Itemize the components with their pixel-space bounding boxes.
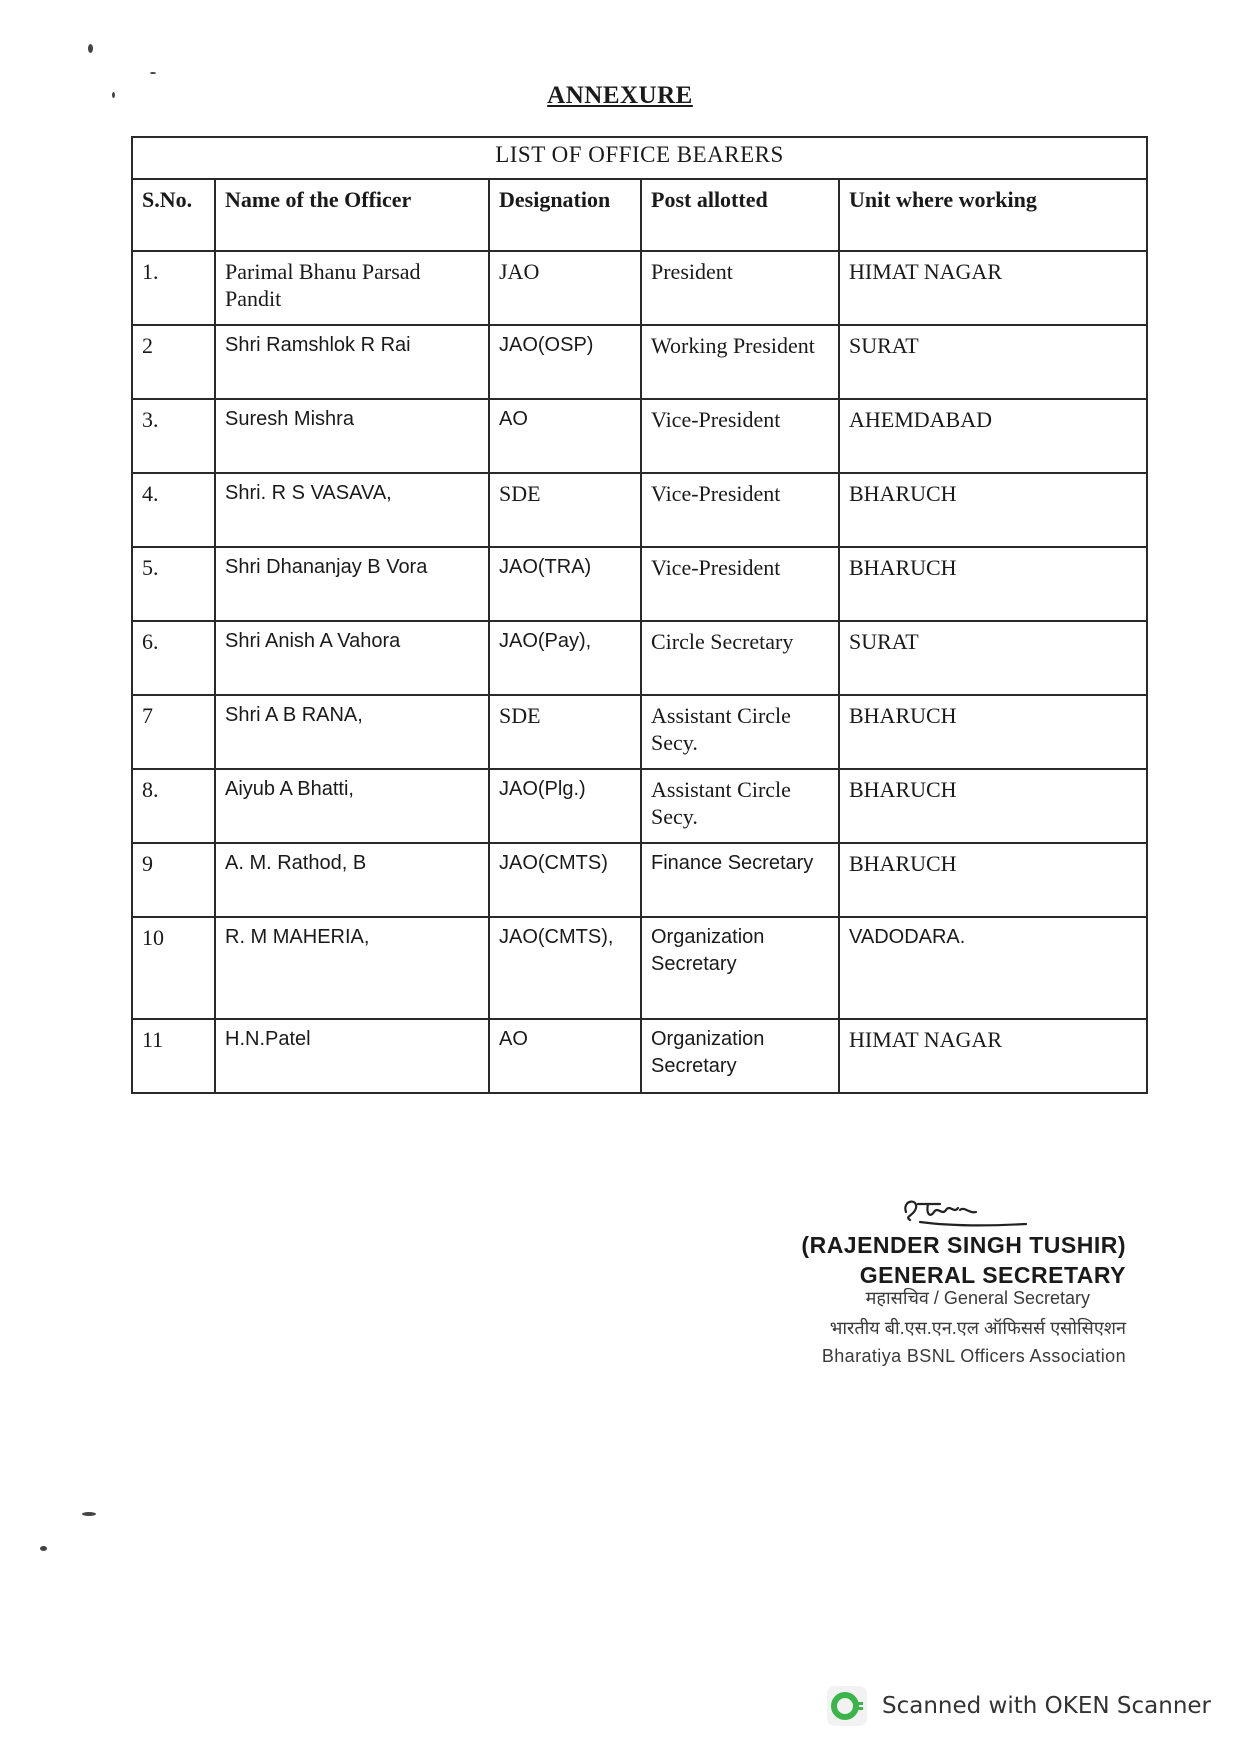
scan-speck [150,72,156,74]
cell-sno: 7 [132,695,215,769]
table-row [132,695,1147,769]
cell-post: Assistant Circle Secy. [641,769,839,843]
cell-sno: 8. [132,769,215,843]
table-row [132,917,1147,1019]
column-header-name: Name of the Officer [215,179,489,251]
cell-sno: 6. [132,621,215,695]
column-header-post: Post allotted [641,179,839,251]
scanner-watermark-text: Scanned with OKEN Scanner [882,1693,1211,1719]
table-row [132,547,1147,621]
table-row [132,251,1147,325]
cell-unit: BHARUCH [839,695,1147,769]
cell-name: A. M. Rathod, B [215,843,489,917]
cell-designation: JAO(Plg.) [489,769,641,843]
table-row [132,473,1147,547]
cell-sno: 10 [132,917,215,1019]
column-header-designation: Designation [489,179,641,251]
cell-post: Vice-President [641,547,839,621]
cell-designation: JAO(TRA) [489,547,641,621]
cell-unit: HIMAT NAGAR [839,251,1147,325]
table-row [132,1019,1147,1093]
cell-post: Vice-President [641,399,839,473]
cell-name: H.N.Patel [215,1019,489,1093]
cell-unit: SURAT [839,621,1147,695]
cell-name: Parimal Bhanu Parsad Pandit [215,251,489,325]
cell-unit: AHEMDABAD [839,399,1147,473]
cell-name: R. M MAHERIA, [215,917,489,1019]
oken-scanner-logo-icon [826,1685,868,1727]
table-row [132,325,1147,399]
cell-sno: 5. [132,547,215,621]
cell-designation: JAO(Pay), [489,621,641,695]
cell-sno: 9 [132,843,215,917]
cell-post: Circle Secretary [641,621,839,695]
cell-sno: 4. [132,473,215,547]
cell-sno: 1. [132,251,215,325]
cell-sno: 2 [132,325,215,399]
scan-speck [40,1546,47,1551]
cell-designation: JAO(CMTS), [489,917,641,1019]
cell-name: Suresh Mishra [215,399,489,473]
office-bearers-table-wrap [131,136,1146,1094]
cell-designation: JAO(CMTS) [489,843,641,917]
cell-designation: SDE [489,473,641,547]
cell-post: Finance Secretary [641,843,839,917]
cell-name: Shri A B RANA, [215,695,489,769]
cell-unit: VADODARA. [839,917,1147,1019]
cell-sno: 3. [132,399,215,473]
signer-name: (RAJENDER SINGH TUSHIR) [801,1232,1126,1258]
table-header-row [132,179,1147,251]
cell-post: Assistant Circle Secy. [641,695,839,769]
cell-post: Organization Secretary [641,1019,839,1093]
cell-name: Shri Anish A Vahora [215,621,489,695]
cell-unit: BHARUCH [839,547,1147,621]
cell-designation: SDE [489,695,641,769]
scan-speck [82,1512,96,1516]
cell-name: Shri Dhananjay B Vora [215,547,489,621]
cell-post: President [641,251,839,325]
stamp-hindi-association: भारतीय बी.एस.एन.एल ऑफिसर्स एसोसिएशन [829,1318,1126,1338]
table-row [132,399,1147,473]
cell-post: Organization Secretary [641,917,839,1019]
cell-post: Working President [641,325,839,399]
cell-name: Shri Ramshlok R Rai [215,325,489,399]
table-caption: LIST OF OFFICE BEARERS [132,137,1147,179]
annexure-heading: ANNEXURE [547,82,693,109]
cell-sno: 11 [132,1019,215,1093]
stamp-english-association: Bharatiya BSNL Officers Association [821,1346,1126,1366]
cell-designation: AO [489,1019,641,1093]
cell-unit: HIMAT NAGAR [839,1019,1147,1093]
cell-unit: BHARUCH [839,843,1147,917]
table-row [132,621,1147,695]
cell-name: Aiyub A Bhatti, [215,769,489,843]
signer-title: GENERAL SECRETARY [859,1262,1126,1288]
column-header-unit: Unit where working [839,179,1147,251]
scanner-footer [826,1684,1226,1728]
scan-speck [88,44,93,53]
cell-unit: BHARUCH [839,473,1147,547]
office-bearers-table [131,136,1148,1094]
column-header-sno: S.No. [132,179,215,251]
cell-designation: JAO(OSP) [489,325,641,399]
cell-designation: AO [489,399,641,473]
stamp-designation: महासचिव / General Secretary [865,1288,1090,1308]
cell-designation: JAO [489,251,641,325]
table-row [132,769,1147,843]
official-stamp [770,1286,1126,1367]
cell-name: Shri. R S VASAVA, [215,473,489,547]
table-row [132,843,1147,917]
cell-unit: BHARUCH [839,769,1147,843]
cell-unit: SURAT [839,325,1147,399]
handwritten-signature [900,1190,1030,1230]
cell-post: Vice-President [641,473,839,547]
